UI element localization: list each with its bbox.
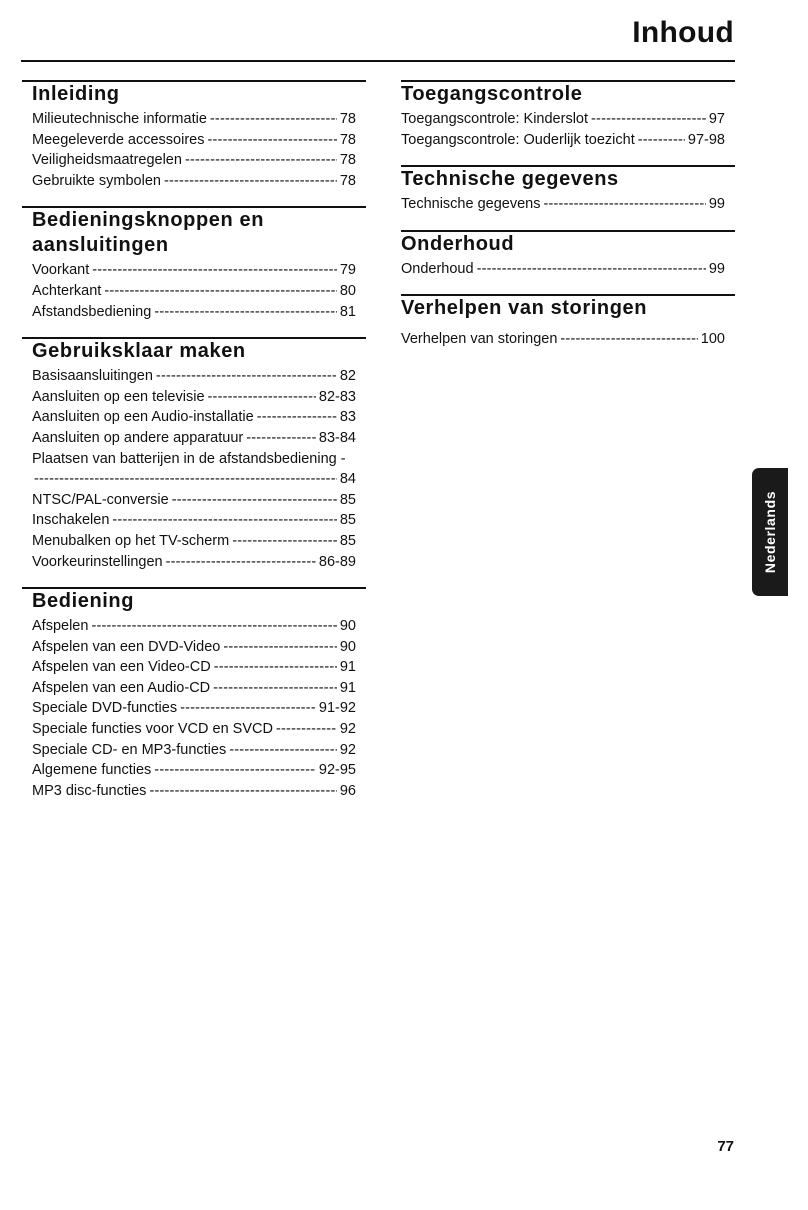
toc-section-toegangscontrole bbox=[401, 80, 735, 150]
dot-leader bbox=[210, 109, 337, 130]
toc-entry-label: Aansluiten op andere apparatuur bbox=[32, 429, 244, 446]
toc-entry[interactable] bbox=[32, 281, 366, 302]
toc-entry-label: Technische gegevens bbox=[401, 196, 541, 213]
toc-entry[interactable] bbox=[32, 531, 366, 552]
toc-entry-page: 90 bbox=[339, 638, 356, 655]
dot-leader bbox=[104, 281, 337, 302]
toc-entry-label: Basisaansluitingen bbox=[32, 368, 153, 385]
dot-leader bbox=[232, 531, 337, 552]
toc-section-bedieningsknoppen bbox=[32, 206, 366, 322]
toc-entry-page: 97 bbox=[708, 111, 725, 127]
toc-entry[interactable] bbox=[32, 637, 366, 658]
dot-leader bbox=[172, 490, 337, 511]
toc-entry[interactable] bbox=[32, 109, 366, 130]
toc-entry-label: Inschakelen bbox=[32, 512, 110, 529]
toc-entry[interactable] bbox=[32, 657, 366, 678]
toc-entry-page: 91-92 bbox=[318, 700, 356, 717]
toc-entry-page: 78 bbox=[339, 111, 356, 127]
toc-entry-label: Afspelen van een Video-CD bbox=[32, 659, 211, 676]
toc-entry[interactable] bbox=[32, 150, 366, 171]
section-heading: Gebruiksklaar maken bbox=[22, 337, 366, 364]
toc-entry[interactable] bbox=[32, 407, 366, 428]
toc-entry-label: NTSC/PAL-conversie bbox=[32, 491, 169, 508]
toc-entry-page: 78 bbox=[339, 131, 356, 148]
dot-leader bbox=[164, 171, 337, 192]
toc-entry-label: Milieutechnische informatie bbox=[32, 111, 207, 127]
toc-entry[interactable] bbox=[32, 740, 366, 761]
toc-entry-page: 83-84 bbox=[318, 429, 356, 446]
dot-leader bbox=[638, 130, 685, 151]
toc-entry[interactable] bbox=[32, 260, 366, 281]
section-heading: Inleiding bbox=[22, 80, 366, 107]
toc-entry-page: 83 bbox=[339, 409, 356, 426]
dot-leader bbox=[276, 719, 337, 740]
toc-entry-label: Speciale CD- en MP3-functies bbox=[32, 741, 227, 758]
toc-entry[interactable] bbox=[32, 171, 366, 192]
toc-entry-label: Achterkant bbox=[32, 282, 102, 299]
toc-entry-label: Afspelen bbox=[32, 618, 89, 635]
dot-leader bbox=[223, 637, 337, 658]
toc-entry-label: Afspelen van een Audio-CD bbox=[32, 679, 211, 696]
toc-entry-label: Verhelpen van storingen bbox=[401, 331, 558, 348]
dot-leader bbox=[91, 616, 336, 637]
dot-leader bbox=[34, 469, 337, 490]
toc-entry-page: 97-98 bbox=[687, 131, 725, 148]
toc-entry[interactable] bbox=[32, 130, 366, 151]
toc-section-bediening bbox=[32, 587, 366, 801]
section-heading-line: Bedieningsknoppen en bbox=[32, 209, 265, 232]
toc-entry-page: 78 bbox=[339, 152, 356, 169]
toc-entry[interactable] bbox=[401, 259, 735, 280]
toc-entry[interactable] bbox=[32, 760, 366, 781]
toc-entry[interactable] bbox=[32, 366, 366, 387]
toc-right-column bbox=[401, 80, 735, 365]
language-tab bbox=[752, 468, 788, 596]
toc-entry-label: Toegangscontrole: Ouderlijk toezicht bbox=[401, 131, 635, 148]
toc-entry-page: 99 bbox=[708, 260, 725, 277]
toc-entry[interactable] bbox=[32, 616, 366, 637]
toc-section-onderhoud bbox=[401, 230, 735, 280]
toc-entry-page: 100 bbox=[700, 331, 725, 348]
dot-leader bbox=[154, 302, 337, 323]
toc-entry-page: 85 bbox=[339, 512, 356, 529]
dot-leader bbox=[213, 678, 337, 699]
toc-entry-page: 80 bbox=[339, 282, 356, 299]
toc-entry[interactable] bbox=[32, 490, 366, 511]
toc-entry-page: 90 bbox=[339, 618, 356, 635]
toc-entry[interactable] bbox=[32, 719, 366, 740]
dot-leader bbox=[477, 259, 706, 280]
toc-entry-page: 81 bbox=[339, 303, 356, 320]
toc-section-technische-gegevens bbox=[401, 165, 735, 215]
section-heading: Verhelpen van storingen bbox=[401, 294, 735, 321]
toc-entry-label: Algemene functies bbox=[32, 762, 152, 779]
page-title: Inhoud bbox=[632, 16, 734, 49]
dot-leader bbox=[92, 260, 337, 281]
toc-entry[interactable] bbox=[401, 109, 735, 130]
toc-entry-page: 84 bbox=[339, 471, 356, 488]
toc-entry[interactable] bbox=[401, 329, 735, 350]
toc-entry-page: 92-95 bbox=[318, 762, 356, 779]
toc-section-gebruiksklaar bbox=[32, 337, 366, 572]
dot-leader bbox=[185, 150, 337, 171]
toc-section-inleiding bbox=[32, 80, 366, 191]
section-heading: Toegangscontrole bbox=[401, 80, 735, 107]
toc-entry[interactable] bbox=[32, 510, 366, 531]
dot-leader bbox=[208, 387, 316, 408]
dot-leader bbox=[112, 510, 336, 531]
toc-entry-label: Gebruikte symbolen bbox=[32, 172, 161, 189]
section-heading: Onderhoud bbox=[401, 230, 735, 257]
dot-leader bbox=[246, 428, 316, 449]
toc-entry-continuation bbox=[32, 469, 366, 490]
section-heading bbox=[22, 206, 366, 258]
toc-entry-label: Speciale DVD-functies bbox=[32, 700, 178, 717]
toc-entry-label: Afspelen van een DVD-Video bbox=[32, 638, 221, 655]
toc-entry-page: 92 bbox=[339, 721, 356, 738]
toc-entry-label: Aansluiten op een Audio-installatie bbox=[32, 409, 254, 426]
dot-leader bbox=[180, 698, 316, 719]
title-rule bbox=[21, 60, 735, 62]
toc-entry[interactable] bbox=[32, 781, 366, 802]
dot-leader bbox=[156, 366, 337, 387]
toc-entry-label: Voorkant bbox=[32, 262, 90, 279]
toc-entry-wrapped[interactable] bbox=[32, 449, 366, 490]
toc-entry-page: 85 bbox=[339, 532, 356, 549]
toc-left-column bbox=[32, 80, 366, 816]
dot-leader bbox=[149, 781, 336, 802]
dot-leader bbox=[560, 329, 697, 350]
toc-entry[interactable] bbox=[32, 552, 366, 573]
toc-entry[interactable] bbox=[401, 130, 735, 151]
toc-entry-label: Onderhoud bbox=[401, 260, 474, 277]
toc-entry-label: Veiligheidsmaatregelen bbox=[32, 152, 182, 169]
toc-entry-page: 82-83 bbox=[318, 388, 356, 405]
toc-entry-page: 91 bbox=[339, 679, 356, 696]
toc-entry-page: 78 bbox=[339, 172, 356, 189]
page-number: 77 bbox=[717, 1138, 734, 1155]
toc-entry-page: 99 bbox=[708, 196, 725, 213]
toc-entry-label: MP3 disc-functies bbox=[32, 782, 147, 799]
toc-entry[interactable] bbox=[32, 387, 366, 408]
section-heading-line: aansluitingen bbox=[32, 234, 169, 257]
dot-leader bbox=[257, 407, 337, 428]
section-heading: Technische gegevens bbox=[401, 165, 735, 192]
toc-entry-label: Voorkeurinstellingen bbox=[32, 553, 163, 570]
toc-entry-label: Afstandsbediening bbox=[32, 303, 152, 320]
toc-section-verhelpen bbox=[401, 294, 735, 350]
toc-entry[interactable] bbox=[401, 194, 735, 215]
language-tab-label: Nederlands bbox=[762, 490, 778, 574]
toc-entry[interactable] bbox=[32, 678, 366, 699]
toc-entry-page: 82 bbox=[339, 368, 356, 385]
dot-leader bbox=[166, 552, 316, 573]
toc-entry-page: 79 bbox=[339, 262, 356, 279]
toc-entry-label: Toegangscontrole: Kinderslot bbox=[401, 111, 589, 127]
dot-leader bbox=[207, 130, 336, 151]
toc-entry-label: Menubalken op het TV-scherm bbox=[32, 532, 230, 549]
toc-entry-page: 91 bbox=[339, 659, 356, 676]
toc-entry[interactable] bbox=[32, 428, 366, 449]
dot-leader bbox=[229, 740, 337, 761]
toc-entry-label: Plaatsen van batterijen in de afstandsbediening - bbox=[32, 450, 346, 467]
toc-entry[interactable] bbox=[32, 302, 366, 323]
section-heading: Bediening bbox=[22, 587, 366, 614]
toc-entry-page: 86-89 bbox=[318, 553, 356, 570]
dot-leader bbox=[214, 657, 337, 678]
dot-leader bbox=[543, 194, 705, 215]
toc-entry-page: 85 bbox=[339, 491, 356, 508]
toc-entry-page: 96 bbox=[339, 782, 356, 799]
toc-entry-label: Speciale functies voor VCD en SVCD bbox=[32, 721, 273, 738]
toc-entry[interactable] bbox=[32, 698, 366, 719]
toc-entry-label: Meegeleverde accessoires bbox=[32, 131, 205, 148]
toc-entry-page: 92 bbox=[339, 741, 356, 758]
dot-leader bbox=[154, 760, 316, 781]
toc-entry-label: Aansluiten op een televisie bbox=[32, 388, 205, 405]
dot-leader bbox=[591, 109, 706, 130]
